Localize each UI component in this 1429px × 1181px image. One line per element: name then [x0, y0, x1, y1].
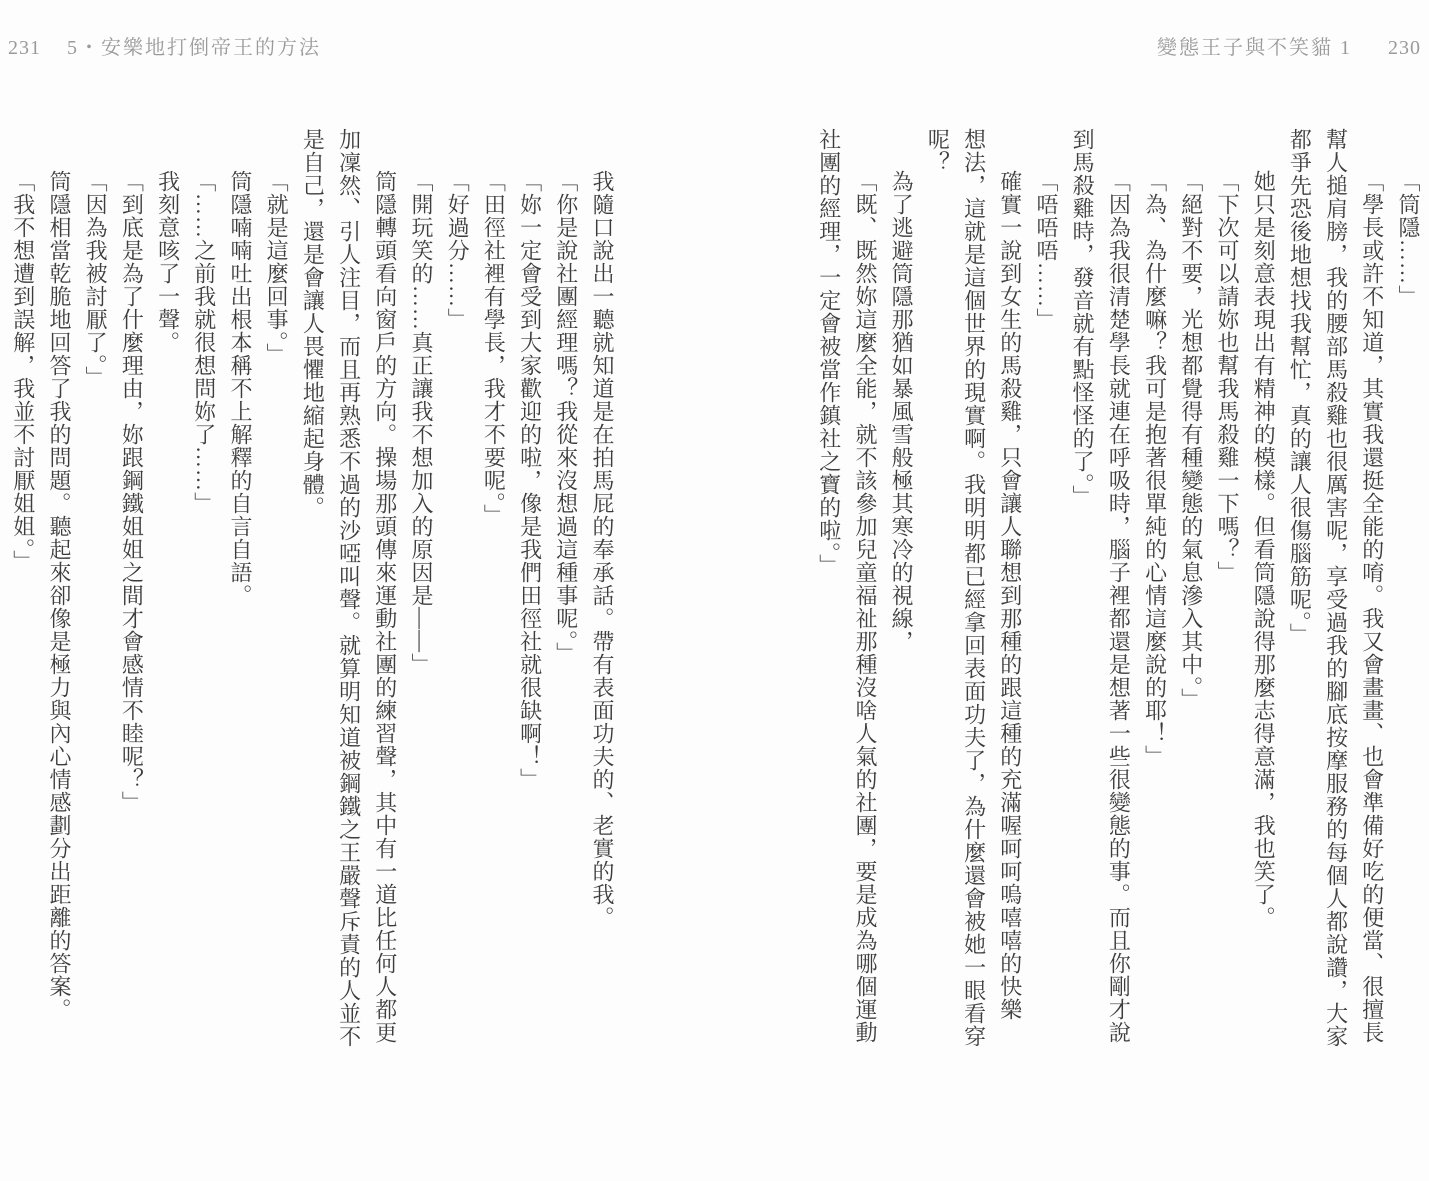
text-line: 筒隱相當乾脆地回答了我的問題。聽起來卻像是極力與內心情感劃分出距離的答案。 — [46, 170, 72, 1021]
text-line: 幫人搥肩膀，我的腰部馬殺雞也很厲害呢，享受過我的腳底按摩服務的每個人都說讚，大家 — [1323, 128, 1349, 1048]
text-line: 「好過分……」 — [445, 170, 471, 331]
text-line: 「因為我很清楚學長就連在呼吸時，腦子裡都還是想著一些很變態的事。而且你剛才說 — [1106, 170, 1132, 1044]
text-line: 「學長或許不知道，其實我還挺全能的唷。我又會畫畫、也會準備好吃的便當、很擅長 — [1359, 170, 1385, 1044]
text-line: 「到底是為了什麼理由，妳跟鋼鐵姐姐之間才會感情不睦呢？」 — [119, 170, 145, 814]
right-page-number: 230 — [1388, 37, 1421, 59]
text-line: 我隨口說出一聽就知道是在拍馬屁的奉承話。帶有表面功夫的、老實的我。 — [590, 170, 615, 929]
text-line: 「唔唔唔……」 — [1033, 170, 1059, 331]
text-line: 確實一說到女生的馬殺雞，只會讓人聯想到那種的跟這種的充滿喔呵呵嗚嘻嘻的快樂 — [997, 170, 1023, 1021]
text-line: 「因為我被討厭了。」 — [83, 170, 109, 389]
text-line: 到馬殺雞時，發音就有點怪怪的了。」 — [1070, 128, 1096, 508]
text-line: 「下次可以請妳也幫我馬殺雞一下嗎？」 — [1214, 170, 1240, 584]
text-line: 筒隱轉頭看向窗戶的方向。操場那頭傳來運動社團的練習聲，其中有一道比任何人都更 — [372, 170, 398, 1044]
text-line: 筒隱喃喃吐出根本稱不上解釋的自言自語。 — [227, 170, 253, 607]
text-line: 「你是說社團經理嗎？我從來沒想過這種事呢。」 — [553, 170, 579, 665]
text-line: 她只是刻意表現出有精神的模樣。但看筒隱說得那麼志得意滿，我也笑了。 — [1251, 170, 1277, 929]
text-line: 「……之前我就很想問妳了……」 — [191, 170, 217, 515]
right-page-text — [810, 128, 1426, 1088]
text-line: 我刻意咳了一聲。 — [155, 170, 181, 354]
text-line: 「為、為什麼嘛？我可是抱著很單純的心情這麼說的耶！」 — [1142, 170, 1168, 768]
text-line: 想法，這就是這個世界的現實啊。我明明都已經拿回表面功夫了，為什麼還會被她一眼看穿 — [961, 128, 987, 1048]
text-line: 「開玩笑的……真正讓我不想加入的原因是——」 — [408, 170, 434, 676]
left-page-header — [8, 31, 321, 60]
left-page-number: 231 — [8, 37, 41, 59]
text-line: 「我不想遭到誤解，我並不討厭姐姐。」 — [10, 170, 36, 573]
text-line: 「妳一定會受到大家歡迎的啦，像是我們田徑社就很缺啊！」 — [517, 170, 543, 791]
text-line: 「田徑社裡有學長，我才不要呢。」 — [481, 170, 507, 527]
text-line: 「絕對不要，光想都覺得有種變態的氣息滲入其中。」 — [1178, 170, 1204, 711]
text-line: 「既、既然妳這麼全能，就不該參加兒童福祉那種沒啥人氣的社團，要是成為哪個運動 — [852, 170, 878, 1044]
text-line: 是自己，還是會讓人畏懼地縮起身體。 — [300, 128, 326, 519]
chapter-title: 5・安樂地打倒帝王的方法 — [67, 37, 321, 59]
text-line: 「就是這麼回事。」 — [264, 170, 290, 366]
text-line: 加凜然、引人注目，而且再熟悉不過的沙啞叫聲。就算明知道被鋼鐵之王嚴聲斥責的人並不 — [336, 128, 362, 1048]
text-line: 呢？ — [925, 128, 951, 174]
text-line: 「筒隱……」 — [1396, 170, 1421, 308]
left-page-text — [4, 128, 620, 1088]
right-page-header — [1157, 31, 1421, 60]
text-line: 社團的經理，一定會被當作鎮社之寶的啦。」 — [816, 128, 842, 577]
book-title: 變態王子與不笑貓 1 — [1157, 37, 1352, 59]
text-line: 為了逃避筒隱那猶如暴風雪般極其寒冷的視線， — [889, 170, 915, 653]
text-line: 都爭先恐後地想找我幫忙，真的讓人很傷腦筋呢。」 — [1287, 128, 1313, 646]
